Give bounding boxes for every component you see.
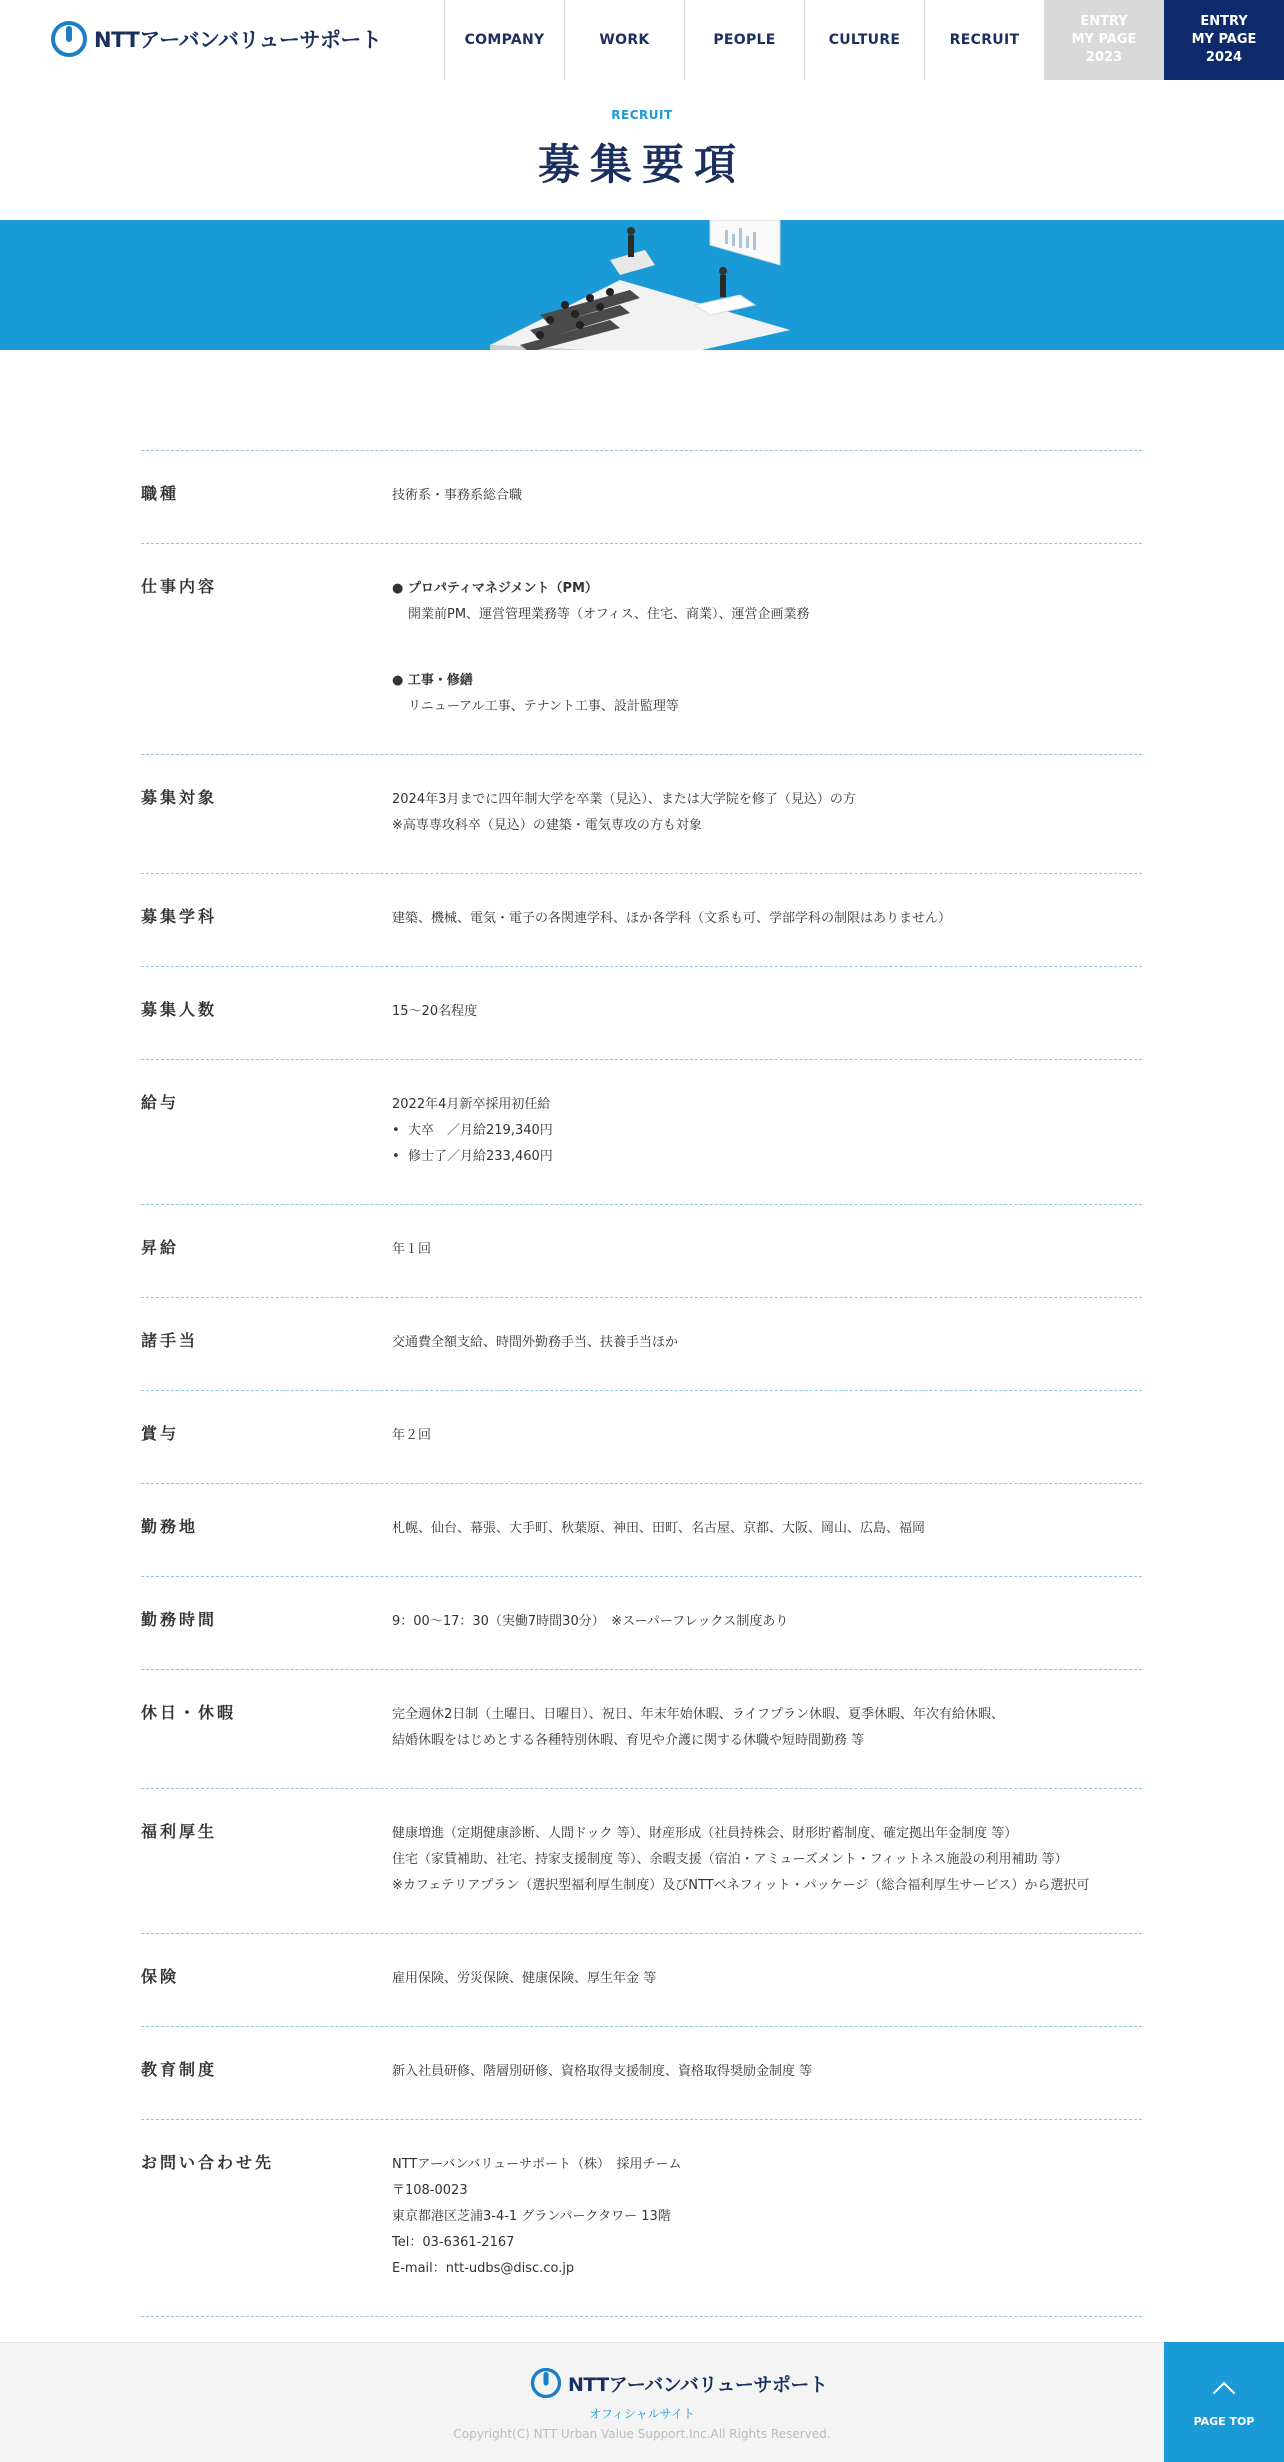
spec-line: 雇用保険、労災保険、健康保険、厚生年金 等	[392, 1971, 657, 1986]
chevron-up-icon	[1213, 2381, 1236, 2404]
hero-band	[0, 220, 1284, 350]
main-nav	[444, 0, 1284, 80]
spec-row-job-type	[141, 450, 1142, 543]
construction-description: リニューアル工事、テナント工事、設計監理等	[408, 699, 679, 714]
spec-value	[392, 576, 1142, 720]
copyright: Copyright(C) NTT Urban Value Support.Inc.All Rights Reserved.	[453, 2427, 831, 2441]
spec-line: 2024年3月までに四年制大学を卒業（見込）、または大学院を修了（見込）の方	[392, 792, 856, 807]
spec-line: ※カフェテリアプラン（選択型福利厚生制度）及びNTTベネフィット・パッケージ（総合福利厚生サービス）から選択可	[392, 1878, 1090, 1893]
recruitment-spec-table	[141, 450, 1142, 2317]
spec-label: 教育制度	[141, 2060, 218, 2079]
spec-value	[392, 1092, 1142, 1170]
site-footer	[0, 2342, 1284, 2462]
construction-heading: ● 工事・修繕	[392, 673, 473, 688]
entry-mypage-2023-button[interactable]	[1044, 0, 1164, 80]
spec-label: 休日・休暇	[141, 1703, 237, 1722]
spec-value	[392, 999, 1142, 1025]
spec-line: 年１回	[392, 1242, 432, 1257]
spec-line: ※高専専攻科卒（見込）の建築・電気専攻の方も対象	[392, 818, 702, 833]
spec-line: 住宅（家賃補助、社宅、持家支援制度 等）、余暇支援（宿泊・アミューズメント・フィットネス施設の利用補助 等）	[392, 1852, 1068, 1867]
spec-row-welfare	[141, 1788, 1142, 1933]
spec-line: 札幌、仙台、幕張、大手町、秋葉原、神田、田町、名古屋、京都、大阪、岡山、広島、福岡	[392, 1521, 926, 1536]
spec-line: 交通費全額支給、時間外勤務手当、扶養手当ほか	[392, 1335, 679, 1350]
spec-row-eligibility	[141, 754, 1142, 873]
entry-2024-line2: MY PAGE	[1191, 32, 1257, 47]
spec-label: 給与	[141, 1093, 180, 1112]
spec-line: 技術系・事務系総合職	[392, 488, 523, 503]
entry-2023-line2: MY PAGE	[1071, 32, 1137, 47]
ntt-logo-icon	[530, 2367, 562, 2399]
site-logo[interactable]	[50, 20, 381, 58]
spec-row-location	[141, 1483, 1142, 1576]
spec-label: 保険	[141, 1967, 180, 1986]
spec-row-holidays	[141, 1669, 1142, 1788]
page-top-label: PAGE TOP	[1193, 2414, 1255, 2428]
spec-line: 健康増進（定期健康診断、人間ドック 等）、財産形成（社員持株会、財形貯蓄制度、確定拠出年金制度 等）	[392, 1826, 1018, 1841]
spec-row-departments	[141, 873, 1142, 966]
spec-row-salary	[141, 1059, 1142, 1204]
spec-line: 9：00〜17：30（実働7時間30分） ※スーパーフレックス制度あり	[392, 1614, 789, 1629]
spec-row-bonus	[141, 1390, 1142, 1483]
spec-row-work-content	[141, 543, 1142, 754]
page-title: 募集要項	[537, 140, 746, 189]
spec-label: 昇給	[141, 1238, 180, 1257]
pm-description: 開業前PM、運営管理業務等（オフィス、住宅、商業）、運営企画業務	[408, 607, 810, 622]
spec-row-allowances	[141, 1297, 1142, 1390]
spec-line: 年２回	[392, 1428, 432, 1443]
entry-2023-line1: ENTRY	[1080, 14, 1128, 29]
spec-value	[392, 2059, 1142, 2085]
salary-bullet: • 修士了／月給233,460円	[392, 1144, 1142, 1170]
spec-label: お問い合わせ先	[141, 2153, 275, 2172]
salary-bullet: • 大卒 ／月給219,340円	[392, 1118, 1142, 1144]
spec-row-hours	[141, 1576, 1142, 1669]
spec-line: 15～20名程度	[392, 1004, 478, 1019]
nav-culture[interactable]: CULTURE	[804, 0, 924, 80]
page-top-button[interactable]	[1164, 2342, 1284, 2462]
entry-2024-line3: 2024	[1205, 50, 1243, 65]
logo-text: NTTアーバンバリューサポート	[94, 28, 382, 52]
spec-row-headcount	[141, 966, 1142, 1059]
site-header	[0, 0, 1284, 80]
spec-value	[392, 1237, 1142, 1263]
nav-work[interactable]: WORK	[564, 0, 684, 80]
nav-people[interactable]: PEOPLE	[684, 0, 804, 80]
nav-company[interactable]: COMPANY	[444, 0, 564, 80]
spec-line: 新入社員研修、階層別研修、資格取得支援制度、資格取得奨励金制度 等	[392, 2064, 813, 2079]
official-site-link[interactable]: オフィシャルサイト	[589, 2407, 695, 2421]
entry-2024-line1: ENTRY	[1200, 14, 1248, 29]
spec-label: 募集対象	[141, 788, 218, 807]
entry-mypage-2024-button[interactable]	[1164, 0, 1284, 80]
pm-heading: ● プロパティマネジメント（PM）	[392, 581, 598, 596]
spec-value	[392, 1330, 1142, 1356]
seminar-illustration	[480, 220, 800, 350]
contact-email: E-mail：ntt-udbs@disc.co.jp	[392, 2261, 575, 2276]
spec-label: 募集学科	[141, 907, 218, 926]
entry-2023-line3: 2023	[1085, 50, 1123, 65]
spec-value	[392, 1702, 1142, 1754]
spec-value	[392, 906, 1142, 932]
spec-value	[392, 1516, 1142, 1542]
spec-row-contact	[141, 2119, 1142, 2317]
spec-row-raise	[141, 1204, 1142, 1297]
contact-company: NTTアーバンバリューサポート（株） 採用チーム	[392, 2157, 682, 2172]
spec-value	[392, 1609, 1142, 1635]
spec-label: 募集人数	[141, 1000, 218, 1019]
spec-value	[392, 2152, 1142, 2282]
nav-recruit[interactable]: RECRUIT	[924, 0, 1044, 80]
spec-line: 2022年4月新卒採用初任給	[392, 1097, 551, 1112]
spec-value	[392, 1423, 1142, 1449]
spec-line: 結婚休暇をはじめとする各種特別休暇、育児や介護に関する休職や短時間勤務 等	[392, 1733, 865, 1748]
contact-tel: Tel：03-6361-2167	[392, 2235, 515, 2250]
spec-line: 完全週休2日制（土曜日、日曜日）、祝日、年末年始休暇、ライフプラン休暇、夏季休暇、年次有給休暇、	[392, 1707, 1004, 1722]
spec-line: 建築、機械、電気・電子の各関連学科、ほか各学科（文系も可、学部学科の制限はありません）	[392, 911, 952, 926]
spec-label: 仕事内容	[141, 577, 218, 596]
page-eyebrow: RECRUIT	[611, 108, 673, 122]
spec-label: 福利厚生	[141, 1822, 218, 1841]
ntt-logo-icon	[50, 20, 88, 58]
footer-logo[interactable]	[530, 2367, 827, 2399]
spec-label: 勤務時間	[141, 1610, 218, 1629]
spec-row-insurance	[141, 1933, 1142, 2026]
spec-label: 諸手当	[141, 1331, 199, 1350]
spec-row-training	[141, 2026, 1142, 2119]
spec-label: 勤務地	[141, 1517, 199, 1536]
spec-value	[392, 1966, 1142, 1992]
footer-logo-text: NTTアーバンバリューサポート	[568, 2373, 828, 2396]
spec-value	[392, 1821, 1142, 1899]
contact-postal: 〒108-0023	[392, 2183, 468, 2198]
contact-address: 東京都港区芝浦3-4-1 グランパークタワー 13階	[392, 2209, 671, 2224]
spec-label: 職種	[141, 484, 180, 503]
spec-value	[392, 483, 1142, 509]
spec-label: 賞与	[141, 1424, 180, 1443]
spec-value	[392, 787, 1142, 839]
